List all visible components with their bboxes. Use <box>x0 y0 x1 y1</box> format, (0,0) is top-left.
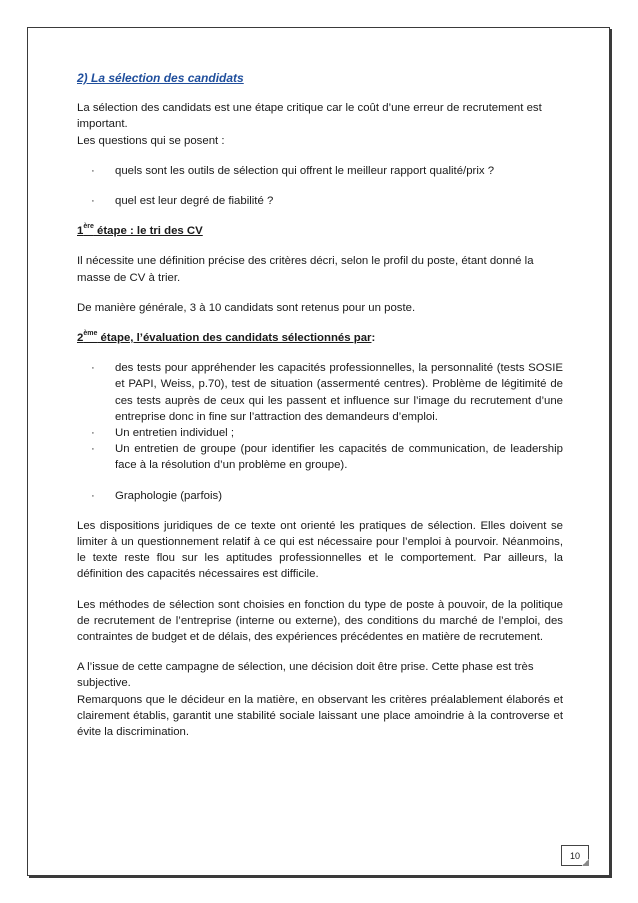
methods-list <box>77 360 563 504</box>
remark-paragraph: Remarquons que le décideur en la matière, en observant les critères préalablement élaborés et clairement établis, garantit une stabilité sociale laissant une place amoindrie à la controverse et évite la discrimination. <box>77 693 563 739</box>
document-body <box>77 70 563 740</box>
step-2-title: étape, l’évaluation des candidats sélectionnés par <box>97 332 372 345</box>
list-item-text: Graphologie (parfois) <box>115 489 222 502</box>
questions-list <box>77 163 563 209</box>
bullet-icon: · <box>91 164 95 177</box>
list-item <box>77 360 563 425</box>
step-2-number: 2 <box>77 332 84 345</box>
page-number-box <box>561 845 589 866</box>
intro-paragraph: La sélection des candidats est une étape critique car le coût d’une erreur de recrutement est important. <box>77 102 542 131</box>
list-item-text: quels sont les outils de sélection qui offrent le meilleur rapport qualité/prix ? <box>115 164 495 177</box>
list-item-text: des tests pour appréhender les capacités professionnelles, la personnalité (tests SOSIE et PAPI, Weiss, p.70), test de situation (assermenté centres). Problème de légitimité de ces tests auprès de ceux qui les passent et influence sur l’image du recrutement d’une entreprise donc in fine sur l’attraction des demandeurs d’emploi. <box>115 362 563 423</box>
bullet-icon: · <box>91 195 95 208</box>
bullet-icon: · <box>91 427 95 440</box>
list-item <box>77 425 563 441</box>
step-1-ordinal: ère <box>83 223 94 231</box>
list-item <box>77 193 563 209</box>
general-paragraph: De manière générale, 3 à 10 candidats sont retenus pour un poste. <box>77 301 416 314</box>
bullet-icon: · <box>91 489 95 502</box>
step-1-paragraph: Il nécessite une définition précise des critères décri, selon le profil du poste, étant donné la masse de CV à trier. <box>77 255 534 284</box>
bullet-icon: · <box>91 362 95 375</box>
step-1-heading <box>77 223 563 239</box>
intro-question-lead: Les questions qui se posent : <box>77 134 225 147</box>
page-number: 10 <box>569 850 580 861</box>
bullet-icon: · <box>91 443 95 456</box>
methods-paragraph: Les méthodes de sélection sont choisies en fonction du type de poste à pouvoir, de la politique de recrutement de l’entreprise (interne ou externe), des conditions du marché de l’emploi, des contraintes de budget et de délais, des expériences précédentes en matière de recrutement. <box>77 598 563 644</box>
list-item <box>77 163 563 179</box>
list-item-text: Un entretien de groupe (pour identifier les capacités de communication, de leadership face à la résolution d’un problème en groupe). <box>115 443 563 472</box>
page-corner-fold-icon <box>582 859 589 866</box>
decision-paragraph: A l’issue de cette campagne de sélection, une décision doit être prise. Cette phase est très subjective. <box>77 661 534 690</box>
section-title: 2) La sélection des candidats <box>77 71 244 85</box>
step-1-number: 1 <box>77 225 84 238</box>
list-item-text: quel est leur degré de fiabilité ? <box>115 195 274 208</box>
step-2-ordinal: ème <box>83 330 98 338</box>
legal-paragraph: Les dispositions juridiques de ce texte ont orienté les pratiques de sélection. Elles doivent se limiter à un questionnement relatif à ce qui est nécessaire pour l’emploi à pourvoir. Néanmoins, le texte reste flou sur les aptitudes professionnelles et le comportement. Par ailleurs, la définition des capacités nécessaires est difficile. <box>77 519 563 581</box>
list-item-text: Un entretien individuel ; <box>115 427 235 440</box>
step-1-title: étape : le tri des CV <box>93 225 203 238</box>
step-2-colon: : <box>371 332 376 345</box>
list-item <box>77 488 563 504</box>
step-2-heading <box>77 330 563 346</box>
list-item <box>77 441 563 473</box>
